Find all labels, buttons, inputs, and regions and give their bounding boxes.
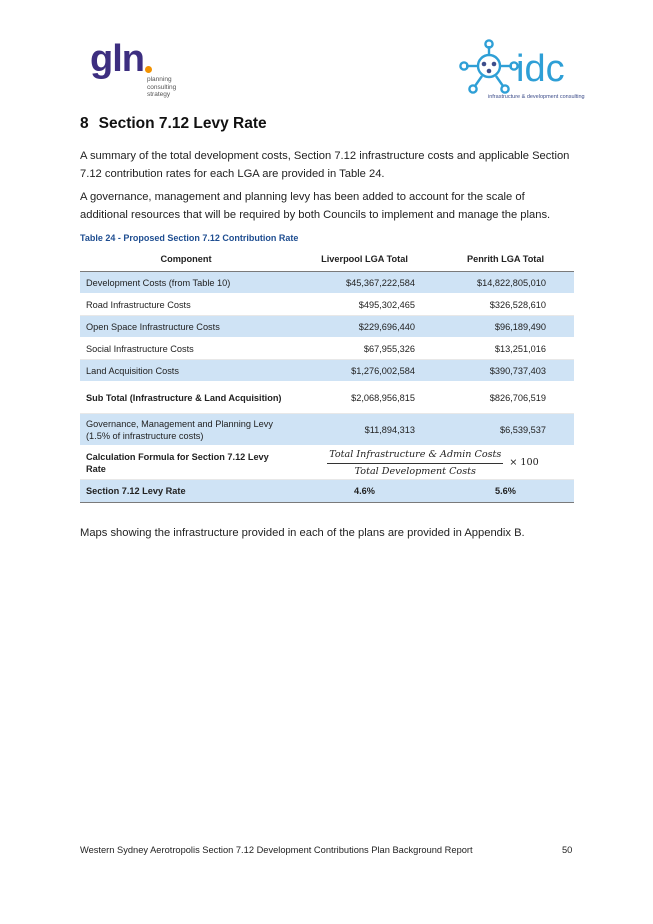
formula-label: Calculation Formula for Section 7.12 Levy Rate	[80, 446, 292, 480]
appendix-paragraph: Maps showing the infrastructure provided in each of the plans are provided in Appendix B.	[80, 527, 525, 539]
idc-logo-tagline: infrastructure & development consulting	[488, 94, 585, 100]
idc-logo-word: idc	[516, 48, 565, 90]
gln-logo	[90, 38, 180, 102]
section-heading	[80, 115, 267, 133]
row-liverpool-value: $495,302,465	[292, 294, 437, 316]
footer-report-title: Western Sydney Aerotropolis Section 7.12 Development Contributions Plan Background Report	[80, 845, 473, 855]
row-component: Social Infrastructure Costs	[80, 338, 292, 360]
summary-paragraph: A summary of the total development costs, Section 7.12 infrastructure costs and applicable Section 7.12 contribution rates for each LGA are provided in Table 24.	[80, 150, 570, 180]
formula-numerator: Total Infrastructure & Admin Costs	[327, 449, 503, 464]
row-penrith-value: $390,737,403	[437, 360, 574, 382]
gln-tagline-line: strategy	[147, 91, 171, 98]
row-penrith-value: $326,528,610	[437, 294, 574, 316]
row-penrith-value: $96,189,490	[437, 316, 574, 338]
levy-formula	[327, 449, 539, 478]
row-penrith-value: $14,822,805,010	[437, 272, 574, 294]
table-row-levy-rate	[80, 480, 574, 503]
gln-logo-dot	[145, 66, 152, 73]
row-component: Land Acquisition Costs	[80, 360, 292, 382]
table-row-formula	[80, 446, 574, 480]
header-liverpool: Liverpool LGA Total	[292, 247, 437, 272]
gln-logo-word: gln	[90, 38, 144, 80]
table-row-governance	[80, 414, 574, 446]
table-caption: Table 24 - Proposed Section 7.12 Contribution Rate	[80, 233, 299, 243]
table-header-row	[80, 247, 574, 272]
row-penrith-value: $826,706,519	[437, 382, 574, 414]
row-liverpool-value: $229,696,440	[292, 316, 437, 338]
governance-paragraph: A governance, management and planning levy has been added to account for the scale of additional resources that will be required by both Councils to implement and manage the plans.	[80, 191, 551, 221]
row-component: Development Costs (from Table 10)	[80, 272, 292, 294]
row-component: Open Space Infrastructure Costs	[80, 316, 292, 338]
levy-rate-penrith: 5.6%	[437, 480, 574, 503]
idc-logo	[458, 38, 585, 104]
row-liverpool-value: $1,276,002,584	[292, 360, 437, 382]
table-row	[80, 294, 574, 316]
table-row	[80, 316, 574, 338]
section-number: 8	[80, 115, 89, 132]
section-title: Section 7.12 Levy Rate	[98, 115, 267, 132]
table-row	[80, 272, 574, 294]
footer-page-number: 50	[562, 845, 573, 855]
row-liverpool-value: $2,068,956,815	[292, 382, 437, 414]
row-penrith-value: $13,251,016	[437, 338, 574, 360]
row-liverpool-value: $45,367,222,584	[292, 272, 437, 294]
row-component: Governance, Management and Planning Levy (1.5% of infrastructure costs)	[80, 414, 292, 446]
header-penrith: Penrith LGA Total	[437, 247, 574, 272]
header-component: Component	[80, 247, 292, 272]
row-penrith-value: $6,539,537	[437, 414, 574, 446]
table-row	[80, 338, 574, 360]
table-row	[80, 360, 574, 382]
table-row-subtotal	[80, 382, 574, 414]
row-component: Road Infrastructure Costs	[80, 294, 292, 316]
gln-logo-tagline	[147, 76, 176, 99]
row-component: Sub Total (Infrastructure & Land Acquisition)	[80, 382, 292, 414]
row-liverpool-value: $11,894,313	[292, 414, 437, 446]
gln-tagline-line: consulting	[147, 83, 177, 91]
levy-rate-liverpool: 4.6%	[292, 480, 437, 503]
gln-tagline-line: planning	[147, 76, 172, 83]
contribution-rate-table	[80, 247, 574, 503]
formula-denominator: Total Development Costs	[354, 465, 476, 477]
levy-rate-label: Section 7.12 Levy Rate	[80, 480, 292, 503]
row-liverpool-value: $67,955,326	[292, 338, 437, 360]
formula-cell	[292, 446, 574, 480]
formula-multiplier: × 100	[509, 457, 539, 468]
